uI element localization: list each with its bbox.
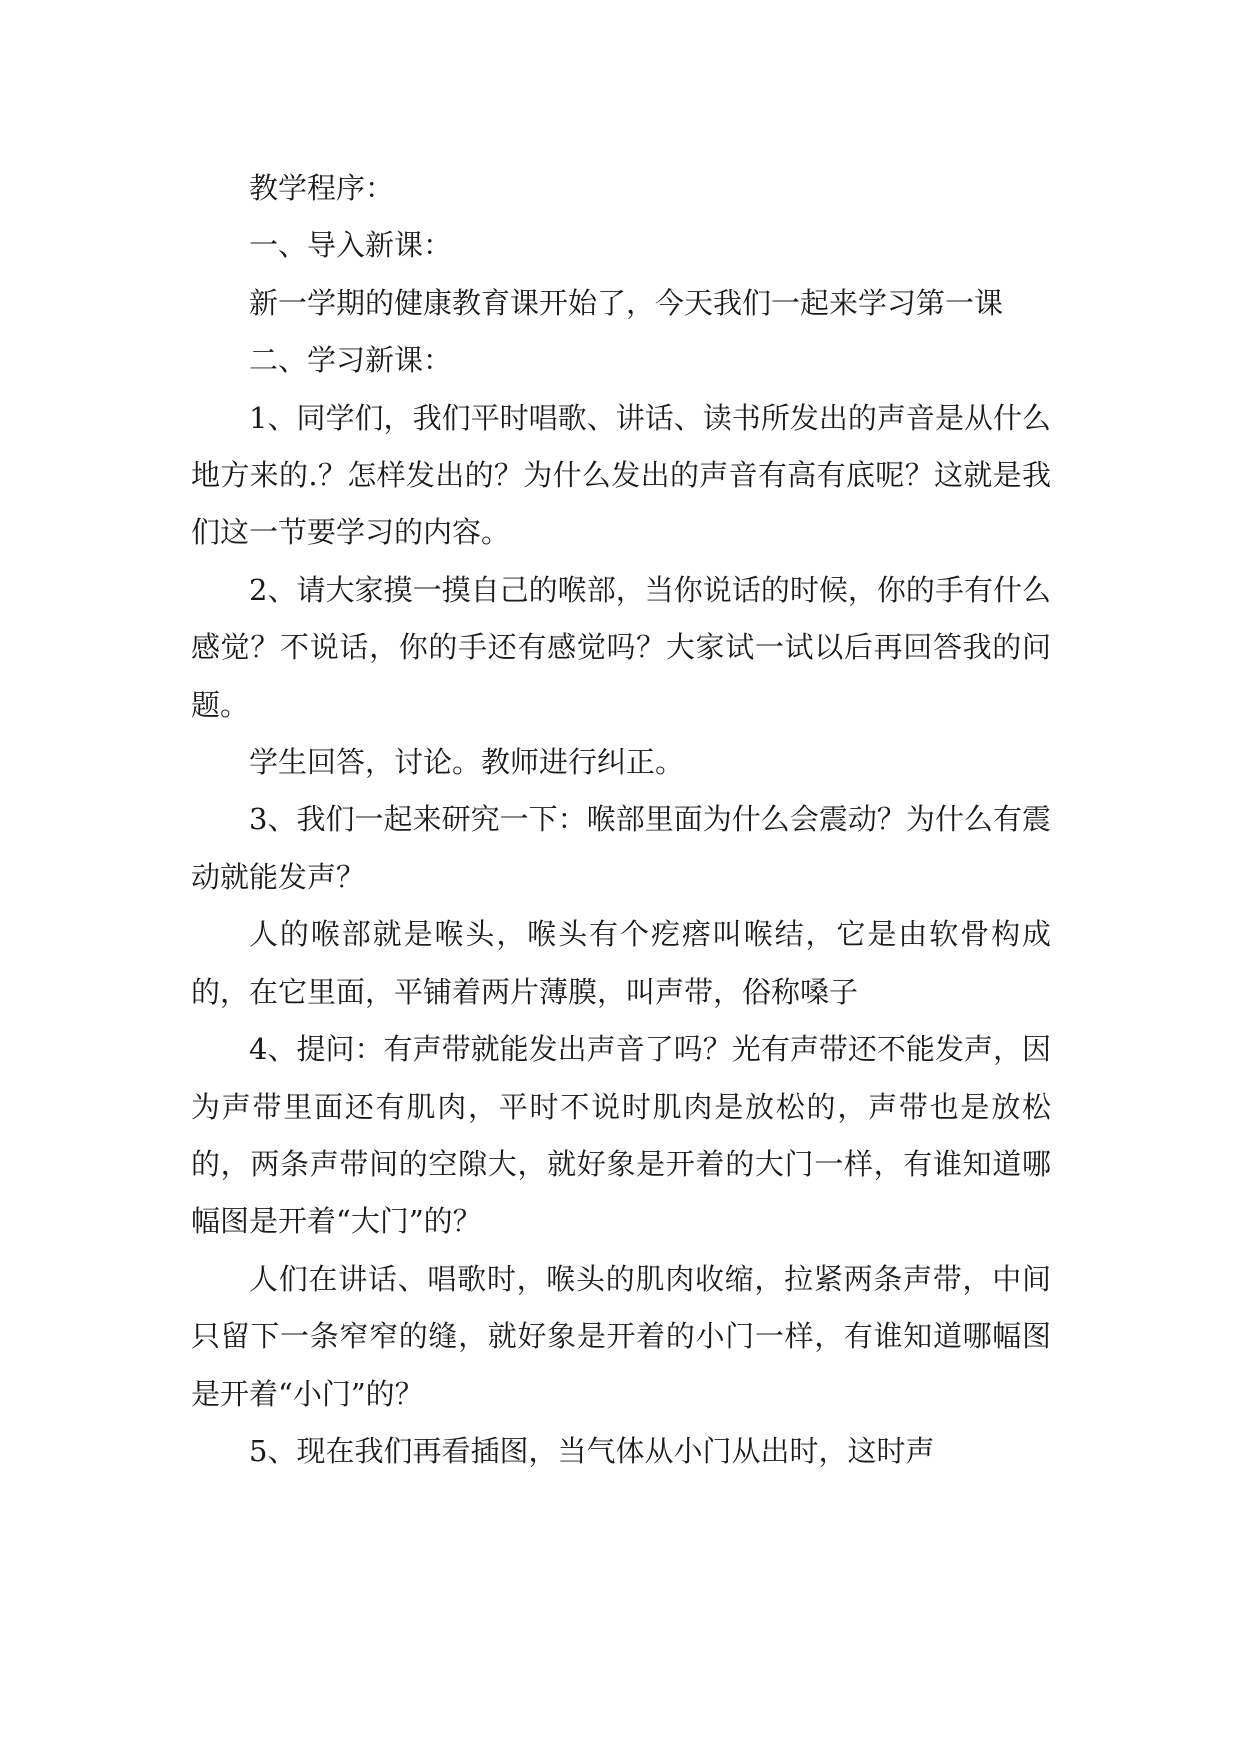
paragraph-section-intro: 一、导入新课：: [249, 228, 453, 263]
paragraph-larynx: 人的喉部就是喉头，喉头有个疙瘩叫喉结，它是由软骨构成的，在它里面，平铺着两片薄膜，叫声带，俗称嗓子: [191, 917, 1051, 1009]
paragraph-section-new-lesson: 二、学习新课：: [249, 343, 453, 378]
paragraph-student-answer: 学生回答，讨论。教师进行纠正。: [249, 745, 685, 780]
paragraph-item-2: 2、请大家摸一摸自己的喉部，当你说话的时候，你的手有什么感觉？不说话，你的手还有感觉吗？大家试一试以后再回答我的问题。: [191, 572, 1051, 722]
paragraph-item-5: 5、现在我们再看插图，当气体从小门从出时，这时声: [249, 1433, 935, 1468]
paragraph-intro-text: 新一学期的健康教育课开始了，今天我们一起来学习第一课: [249, 285, 1004, 320]
paragraph-item-4: 4、提问：有声带就能发出声音了吗？光有声带还不能发声，因为声带里面还有肌肉，平时不说时肌肉是放松的，声带也是放松的，两条声带间的空隙大，就好象是开着的大门一样，有谁知道哪幅图是开着“大门”的？: [191, 1032, 1051, 1239]
paragraph-small-door: 人们在讲话、唱歌时，喉头的肌肉收缩，拉紧两条声带，中间只留下一条窄窄的缝，就好象是开着的小门一样，有谁知道哪幅图是开着“小门”的？: [191, 1261, 1051, 1411]
paragraph-heading-procedure: 教学程序：: [249, 171, 395, 205]
paragraph-item-1: 1、同学们，我们平时唱歌、讲话、读书所发出的声音是从什么地方来的.？怎样发出的？为什么发出的声音有高有底呢？这就是我们这一节要学习的内容。: [191, 400, 1051, 550]
document-body: [191, 160, 1051, 1480]
paragraph-item-3: 3、我们一起来研究一下：喉部里面为什么会震动？为什么有震动就能发声？: [191, 802, 1051, 894]
